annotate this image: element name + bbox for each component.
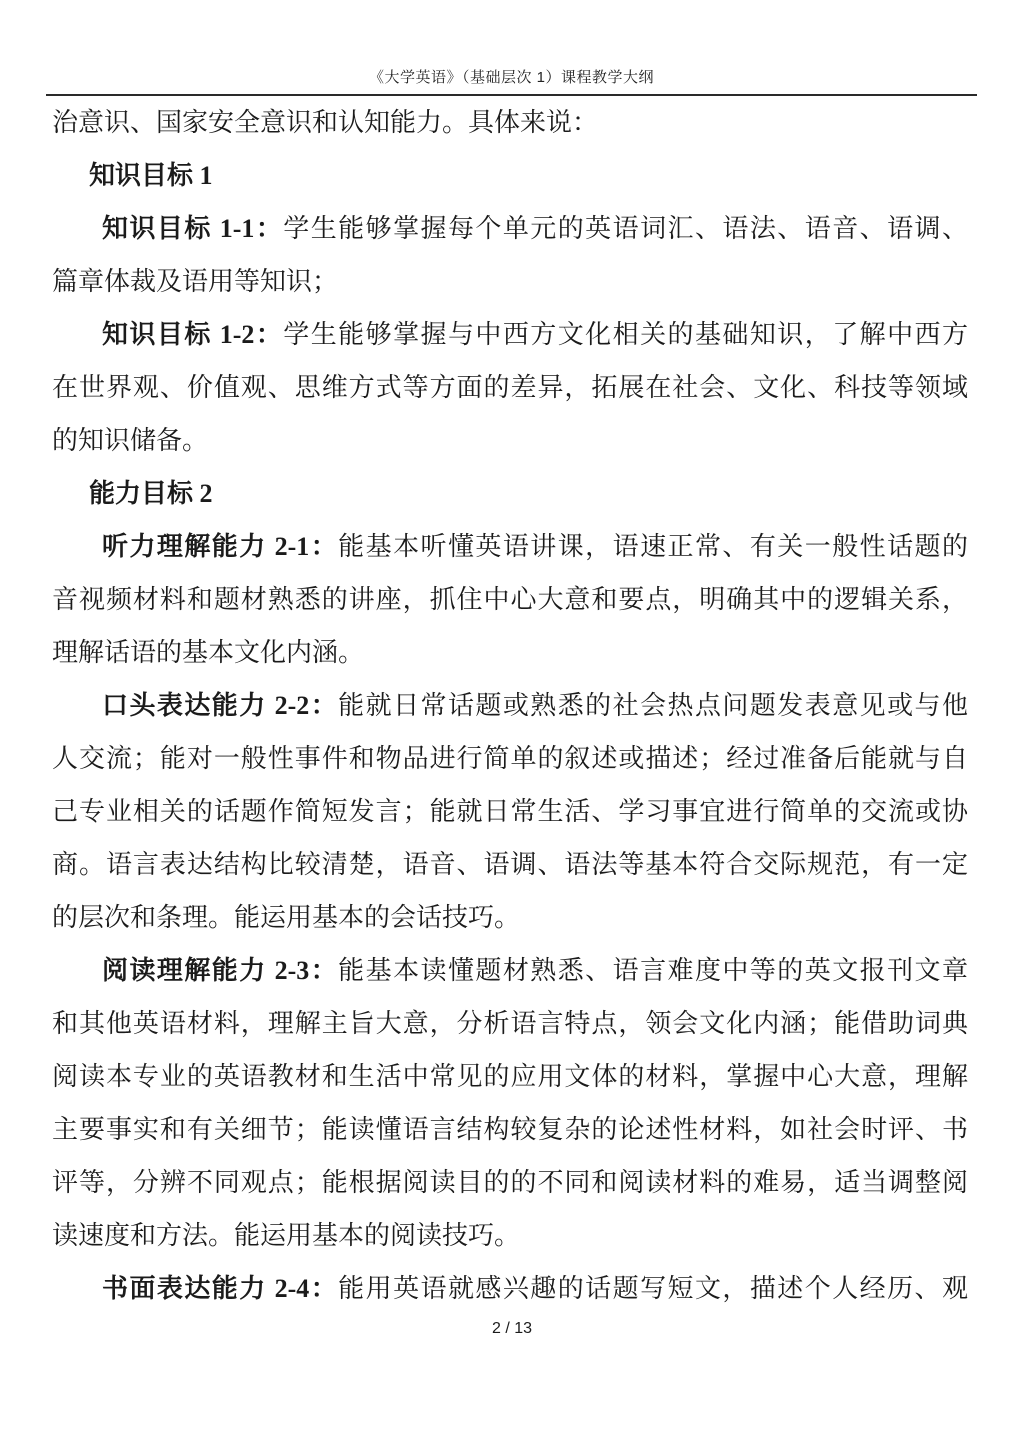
text-line: 主要事实和有关细节；能读懂语言结构较复杂的论述性材料，如社会时评、书	[52, 1115, 968, 1144]
page-number: 2 / 13	[491, 1320, 533, 1337]
paragraph	[52, 202, 968, 308]
text-line: 的知识储备。	[52, 426, 209, 455]
bold-lead: 口头表达能力 2-2：	[102, 691, 339, 720]
bold-lead: 书面表达能力 2-4：	[102, 1274, 339, 1303]
text-line: 在世界观、价值观、思维方式等方面的差异，拓展在社会、文化、科技等领域	[52, 373, 968, 402]
text-line: 口头表达能力 2-2：能就日常话题或熟悉的社会热点问题发表意见或与他	[102, 691, 968, 720]
bold-lead: 知识目标 1-1：	[102, 214, 284, 243]
text-line: 阅读理解能力 2-3：能基本读懂题材熟悉、语言难度中等的英文报刊文章	[102, 956, 968, 985]
text-line: 篇章体裁及语用等知识；	[52, 267, 339, 296]
paragraph	[52, 96, 968, 149]
bold-lead: 知识目标 1-2：	[102, 320, 284, 349]
page-footer	[0, 1318, 1024, 1340]
text-line: 阅读本专业的英语教材和生活中常见的应用文体的材料，掌握中心大意，理解	[52, 1062, 968, 1091]
text-line: 己专业相关的话题作简短发言；能就日常生活、学习事宜进行简单的交流或协	[52, 797, 968, 826]
text-line: 知识目标 1	[89, 161, 213, 190]
text-line: 音视频材料和题材熟悉的讲座，抓住中心大意和要点，明确其中的逻辑关系，	[52, 585, 968, 614]
paragraph	[52, 1262, 968, 1315]
text-line: 知识目标 1-2：学生能够掌握与中西方文化相关的基础知识，了解中西方	[102, 320, 968, 349]
text-line: 治意识、国家安全意识和认知能力。具体来说：	[52, 108, 599, 137]
paragraph	[52, 944, 968, 1262]
header-title: 《大学英语》（基础层次 1）课程教学大纲	[368, 69, 654, 86]
text-line: 书面表达能力 2-4：能用英语就感兴趣的话题写短文，描述个人经历、观	[102, 1274, 968, 1303]
page-header	[46, 0, 977, 94]
text-line: 和其他英语材料，理解主旨大意，分析语言特点，领会文化内涵；能借助词典	[52, 1009, 968, 1038]
text-line: 听力理解能力 2-1：能基本听懂英语讲课，语速正常、有关一般性话题的	[102, 532, 968, 561]
text-line: 人交流；能对一般性事件和物品进行简单的叙述或描述；经过准备后能就与自	[52, 744, 968, 773]
text-line: 读速度和方法。能运用基本的阅读技巧。	[52, 1221, 521, 1250]
text-line: 理解话语的基本文化内涵。	[52, 638, 365, 667]
section-heading	[52, 467, 968, 520]
text-line: 评等，分辨不同观点；能根据阅读目的的不同和阅读材料的难易，适当调整阅	[52, 1168, 968, 1197]
document-body	[52, 96, 968, 1315]
text-line: 商。语言表达结构比较清楚，语音、语调、语法等基本符合交际规范，有一定	[52, 850, 968, 879]
paragraph	[52, 520, 968, 679]
paragraph	[52, 308, 968, 467]
text-line: 知识目标 1-1：学生能够掌握每个单元的英语词汇、语法、语音、语调、	[102, 214, 968, 243]
section-heading	[52, 149, 968, 202]
text-line: 的层次和条理。能运用基本的会话技巧。	[52, 903, 521, 932]
paragraph	[52, 679, 968, 944]
bold-lead: 听力理解能力 2-1：	[102, 532, 339, 561]
text-line: 能力目标 2	[89, 479, 213, 508]
bold-lead: 阅读理解能力 2-3：	[102, 956, 339, 985]
